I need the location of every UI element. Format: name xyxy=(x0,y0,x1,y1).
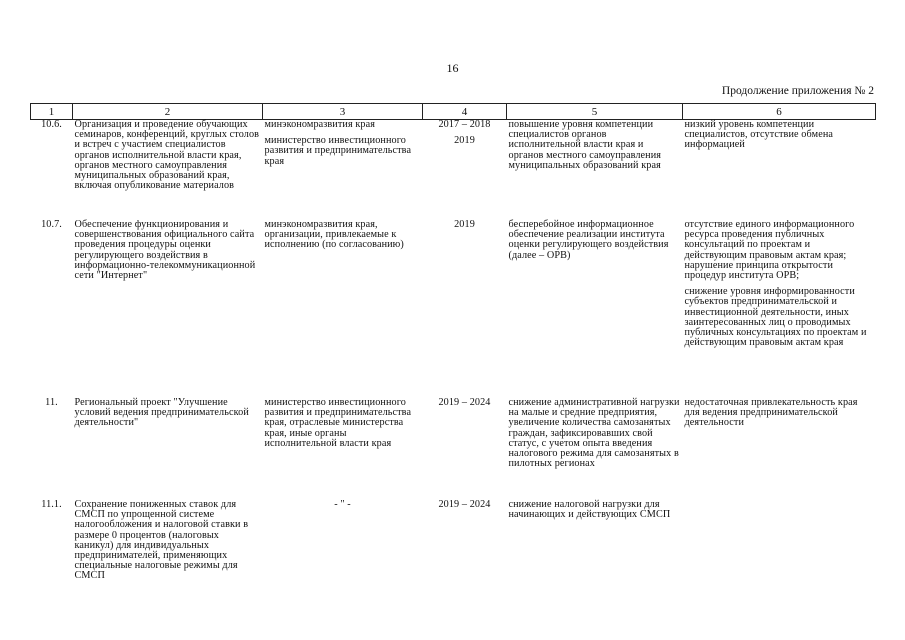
measure-cell: Организация и проведение обучающих семинаров, конференций, круглых столов и встреч с участием специалистов органов исполнительной власти края, органов местного самоуправления муниципальных образований края, включая опубликование материалов xyxy=(74,119,260,192)
table-row xyxy=(31,120,876,221)
executor-text: министерство инвестиционного развития и предпринимательства края, отраслевые министерства края, иные органы исполнительной власти края xyxy=(264,397,412,449)
date-cell xyxy=(423,120,507,221)
date-cell xyxy=(423,398,507,500)
consequence-cell xyxy=(683,500,876,610)
measure-cell: Региональный проект "Улучшение условий ведения предпринимательской деятельности" xyxy=(74,397,249,429)
continuation-label: Продолжение приложения № 2 xyxy=(721,85,874,97)
table-row xyxy=(31,500,876,610)
result-cell: бесперебойное информационное обеспечение реализации института оценки регулирующего воздействия (далее – ОРВ) xyxy=(508,219,669,261)
column-header: 5 xyxy=(507,104,683,120)
row-number: 10.6. xyxy=(41,119,62,130)
consequence-cell xyxy=(683,220,876,398)
page-number: 16 xyxy=(446,61,459,75)
measure-cell: Сохранение пониженных ставок для СМСП по упрощенной системе налогообложения и налоговой ставки в размере 0 процентов (налоговых каникул) для индивидуальных предпринимателей, применяющих специальные налоговые режимы для СМСП xyxy=(74,499,249,582)
measure-cell: Обеспечение функционирования и совершенствования официального сайта проведения процедуры оценки регулирующего воздействия в информационно-телекоммуникационной сети "Интернет" xyxy=(74,219,256,282)
date-cell xyxy=(423,220,507,398)
column-header: 3 xyxy=(263,104,423,120)
consequence-text: отсутствие единого информационного ресурса проведения публичных консультаций по проектам и действующим правовым актам края; нарушение принципа открытости процедур института ОРВ; xyxy=(684,219,855,282)
row-number: 10.7. xyxy=(41,219,62,230)
executor-text: минэкономразвития края, организации, привлекаемые к исполнению (по согласованию) xyxy=(264,219,404,251)
date-text: 2017 – 2018 xyxy=(438,119,491,130)
column-header: 1 xyxy=(31,104,73,120)
table-row xyxy=(31,398,876,500)
executor-cell xyxy=(263,500,423,610)
column-header: 6 xyxy=(683,104,876,120)
table-row xyxy=(31,220,876,398)
appendix-table xyxy=(30,103,876,610)
executor-cell xyxy=(263,120,423,221)
date-text: 2019 – 2024 xyxy=(438,397,491,408)
result-cell: снижение административной нагрузки на малые и средние предприятия, увеличение количества самозанятых граждан, зафиксировавших свой статус, с учетом опыта введения налогового режима для самозанятых в пилотных регионах xyxy=(508,397,680,470)
executor-text: - " - xyxy=(334,499,351,510)
row-number: 11. xyxy=(45,397,58,408)
column-header: 2 xyxy=(73,104,263,120)
date-text: 2019 xyxy=(454,219,475,230)
consequence-cell xyxy=(683,120,876,221)
column-header: 4 xyxy=(423,104,507,120)
executor-cell xyxy=(263,398,423,500)
executor-text: министерство инвестиционного развития и предпринимательства края xyxy=(264,135,412,167)
result-cell: повышение уровня компетенции специалистов органов исполнительной власти края и органов местного самоуправления муниципальных образований края xyxy=(508,119,662,171)
date-text: 2019 xyxy=(454,135,475,147)
consequence-cell xyxy=(683,398,876,500)
row-number: 11.1. xyxy=(41,499,62,510)
date-cell xyxy=(423,500,507,610)
header-row xyxy=(31,104,876,120)
date-text: 2019 – 2024 xyxy=(438,499,491,510)
executor-cell xyxy=(263,220,423,398)
consequence-text: недостаточная привлекательность края для ведения предпринимательской деятельности xyxy=(684,397,858,429)
executor-text: минэкономразвития края xyxy=(264,119,376,130)
consequence-text: снижение уровня информированности субъектов предпринимательской и инвестиционной деятельности, иных заинтересованных лиц о проводимых публичных консультациях по проектам и действующим правовым актам края xyxy=(684,286,867,349)
consequence-text: низкий уровень компетенции специалистов, отсутствие обмена информацией xyxy=(684,119,834,151)
result-cell: снижение налоговой нагрузки для начинающих и действующих СМСП xyxy=(508,499,671,521)
